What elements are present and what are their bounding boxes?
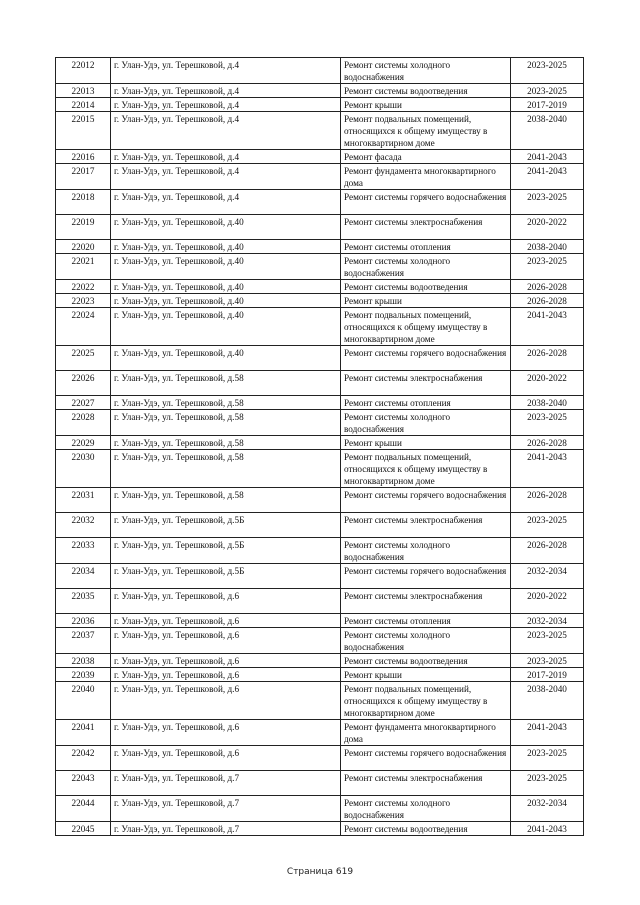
table-row: [56, 436, 584, 450]
table-row: [56, 628, 584, 654]
table-row: [56, 796, 584, 822]
work-type-cell: Ремонт системы водоотведения: [341, 822, 511, 836]
row-number-cell: 22024: [56, 308, 111, 346]
work-type-cell: Ремонт системы отопления: [341, 396, 511, 410]
work-type-cell: Ремонт системы холодного водоснабжения: [341, 254, 511, 280]
table-row: [56, 308, 584, 346]
work-type-cell: Ремонт системы электроснабжения: [341, 771, 511, 796]
row-number-cell: 22028: [56, 410, 111, 436]
table-row: [56, 668, 584, 682]
address-cell: г. Улан-Удэ, ул. Терешковой, д.4: [111, 150, 341, 164]
address-cell: г. Улан-Удэ, ул. Терешковой, д.4: [111, 58, 341, 84]
address-cell: г. Улан-Удэ, ул. Терешковой, д.40: [111, 254, 341, 280]
row-number-cell: 22012: [56, 58, 111, 84]
period-cell: 2026-2028: [511, 346, 584, 371]
work-type-cell: Ремонт фундамента многоквартирного дома: [341, 164, 511, 190]
work-type-cell: Ремонт системы холодного водоснабжения: [341, 538, 511, 564]
address-cell: г. Улан-Удэ, ул. Терешковой, д.6: [111, 720, 341, 746]
table-row: [56, 720, 584, 746]
work-type-cell: Ремонт системы холодного водоснабжения: [341, 796, 511, 822]
address-cell: г. Улан-Удэ, ул. Терешковой, д.40: [111, 308, 341, 346]
row-number-cell: 22015: [56, 112, 111, 150]
work-type-cell: Ремонт системы электроснабжения: [341, 215, 511, 240]
period-cell: 2023-2025: [511, 410, 584, 436]
address-cell: г. Улан-Удэ, ул. Терешковой, д.58: [111, 396, 341, 410]
period-cell: 2026-2028: [511, 294, 584, 308]
address-cell: г. Улан-Удэ, ул. Терешковой, д.58: [111, 450, 341, 488]
address-cell: г. Улан-Удэ, ул. Терешковой, д.58: [111, 436, 341, 450]
address-cell: г. Улан-Удэ, ул. Терешковой, д.58: [111, 488, 341, 513]
row-number-cell: 22037: [56, 628, 111, 654]
table-row: [56, 513, 584, 538]
period-cell: 2026-2028: [511, 280, 584, 294]
period-cell: 2023-2025: [511, 190, 584, 215]
period-cell: 2023-2025: [511, 513, 584, 538]
period-cell: 2041-2043: [511, 450, 584, 488]
table-row: [56, 538, 584, 564]
row-number-cell: 22031: [56, 488, 111, 513]
period-cell: 2038-2040: [511, 112, 584, 150]
row-number-cell: 22018: [56, 190, 111, 215]
period-cell: 2026-2028: [511, 436, 584, 450]
address-cell: г. Улан-Удэ, ул. Терешковой, д.5Б: [111, 513, 341, 538]
work-type-cell: Ремонт системы холодного водоснабжения: [341, 410, 511, 436]
work-type-cell: Ремонт системы электроснабжения: [341, 371, 511, 396]
row-number-cell: 22014: [56, 98, 111, 112]
address-cell: г. Улан-Удэ, ул. Терешковой, д.40: [111, 280, 341, 294]
period-cell: 2017-2019: [511, 668, 584, 682]
period-cell: 2038-2040: [511, 240, 584, 254]
row-number-cell: 22045: [56, 822, 111, 836]
work-type-cell: Ремонт системы горячего водоснабжения: [341, 488, 511, 513]
row-number-cell: 22016: [56, 150, 111, 164]
period-cell: 2023-2025: [511, 84, 584, 98]
table-row: [56, 215, 584, 240]
work-type-cell: Ремонт крыши: [341, 436, 511, 450]
row-number-cell: 22021: [56, 254, 111, 280]
row-number-cell: 22036: [56, 614, 111, 628]
table-row: [56, 410, 584, 436]
table-row: [56, 564, 584, 589]
period-cell: 2020-2022: [511, 371, 584, 396]
table-row: [56, 150, 584, 164]
period-cell: 2020-2022: [511, 589, 584, 614]
work-type-cell: Ремонт крыши: [341, 668, 511, 682]
row-number-cell: 22044: [56, 796, 111, 822]
period-cell: 2023-2025: [511, 771, 584, 796]
row-number-cell: 22041: [56, 720, 111, 746]
table-row: [56, 58, 584, 84]
table-row: [56, 746, 584, 771]
row-number-cell: 22043: [56, 771, 111, 796]
address-cell: г. Улан-Удэ, ул. Терешковой, д.6: [111, 746, 341, 771]
period-cell: 2041-2043: [511, 822, 584, 836]
address-cell: г. Улан-Удэ, ул. Терешковой, д.7: [111, 822, 341, 836]
row-number-cell: 22026: [56, 371, 111, 396]
address-cell: г. Улан-Удэ, ул. Терешковой, д.4: [111, 84, 341, 98]
row-number-cell: 22039: [56, 668, 111, 682]
work-type-cell: Ремонт системы отопления: [341, 614, 511, 628]
period-cell: 2032-2034: [511, 564, 584, 589]
table-row: [56, 346, 584, 371]
work-type-cell: Ремонт системы холодного водоснабжения: [341, 58, 511, 84]
address-cell: г. Улан-Удэ, ул. Терешковой, д.58: [111, 371, 341, 396]
address-cell: г. Улан-Удэ, ул. Терешковой, д.4: [111, 190, 341, 215]
row-number-cell: 22025: [56, 346, 111, 371]
row-number-cell: 22019: [56, 215, 111, 240]
row-number-cell: 22032: [56, 513, 111, 538]
work-type-cell: Ремонт подвальных помещений, относящихся к общему имуществу в многоквартирном доме: [341, 450, 511, 488]
address-cell: г. Улан-Удэ, ул. Терешковой, д.7: [111, 796, 341, 822]
period-cell: 2023-2025: [511, 746, 584, 771]
work-type-cell: Ремонт системы электроснабжения: [341, 513, 511, 538]
period-cell: 2032-2034: [511, 614, 584, 628]
row-number-cell: 22027: [56, 396, 111, 410]
work-type-cell: Ремонт подвальных помещений, относящихся к общему имуществу в многоквартирном доме: [341, 682, 511, 720]
address-cell: г. Улан-Удэ, ул. Терешковой, д.40: [111, 240, 341, 254]
address-cell: г. Улан-Удэ, ул. Терешковой, д.40: [111, 215, 341, 240]
work-type-cell: Ремонт крыши: [341, 98, 511, 112]
address-cell: г. Улан-Удэ, ул. Терешковой, д.6: [111, 682, 341, 720]
period-cell: 2041-2043: [511, 308, 584, 346]
table-row: [56, 240, 584, 254]
table-row: [56, 98, 584, 112]
row-number-cell: 22042: [56, 746, 111, 771]
work-type-cell: Ремонт системы холодного водоснабжения: [341, 628, 511, 654]
period-cell: 2023-2025: [511, 654, 584, 668]
table-row: [56, 190, 584, 215]
row-number-cell: 22017: [56, 164, 111, 190]
row-number-cell: 22035: [56, 589, 111, 614]
row-number-cell: 22013: [56, 84, 111, 98]
work-type-cell: Ремонт крыши: [341, 294, 511, 308]
period-cell: 2041-2043: [511, 164, 584, 190]
work-type-cell: Ремонт системы водоотведения: [341, 280, 511, 294]
address-cell: г. Улан-Удэ, ул. Терешковой, д.6: [111, 654, 341, 668]
address-cell: г. Улан-Удэ, ул. Терешковой, д.6: [111, 614, 341, 628]
table-row: [56, 614, 584, 628]
table-row: [56, 822, 584, 836]
table-row: [56, 682, 584, 720]
row-number-cell: 22040: [56, 682, 111, 720]
work-type-cell: Ремонт системы отопления: [341, 240, 511, 254]
address-cell: г. Улан-Удэ, ул. Терешковой, д.40: [111, 346, 341, 371]
row-number-cell: 22022: [56, 280, 111, 294]
table-row: [56, 164, 584, 190]
period-cell: 2041-2043: [511, 720, 584, 746]
row-number-cell: 22029: [56, 436, 111, 450]
table-row: [56, 654, 584, 668]
address-cell: г. Улан-Удэ, ул. Терешковой, д.6: [111, 628, 341, 654]
table-row: [56, 488, 584, 513]
address-cell: г. Улан-Удэ, ул. Терешковой, д.58: [111, 410, 341, 436]
period-cell: 2023-2025: [511, 58, 584, 84]
period-cell: 2026-2028: [511, 488, 584, 513]
table-row: [56, 294, 584, 308]
period-cell: 2020-2022: [511, 215, 584, 240]
table-body: [56, 58, 584, 836]
address-cell: г. Улан-Удэ, ул. Терешковой, д.6: [111, 589, 341, 614]
address-cell: г. Улан-Удэ, ул. Терешковой, д.4: [111, 112, 341, 150]
period-cell: 2026-2028: [511, 538, 584, 564]
address-cell: г. Улан-Удэ, ул. Терешковой, д.5Б: [111, 564, 341, 589]
table-row: [56, 450, 584, 488]
work-type-cell: Ремонт подвальных помещений, относящихся к общему имуществу в многоквартирном доме: [341, 112, 511, 150]
table-row: [56, 771, 584, 796]
table-row: [56, 589, 584, 614]
row-number-cell: 22033: [56, 538, 111, 564]
address-cell: г. Улан-Удэ, ул. Терешковой, д.7: [111, 771, 341, 796]
period-cell: 2017-2019: [511, 98, 584, 112]
row-number-cell: 22020: [56, 240, 111, 254]
table-row: [56, 396, 584, 410]
address-cell: г. Улан-Удэ, ул. Терешковой, д.5Б: [111, 538, 341, 564]
work-type-cell: Ремонт фасада: [341, 150, 511, 164]
work-type-cell: Ремонт подвальных помещений, относящихся к общему имуществу в многоквартирном доме: [341, 308, 511, 346]
table-row: [56, 112, 584, 150]
work-type-cell: Ремонт фундамента многоквартирного дома: [341, 720, 511, 746]
period-cell: 2023-2025: [511, 628, 584, 654]
work-type-cell: Ремонт системы горячего водоснабжения: [341, 346, 511, 371]
row-number-cell: 22034: [56, 564, 111, 589]
repair-schedule-table: [55, 57, 584, 836]
work-type-cell: Ремонт системы водоотведения: [341, 654, 511, 668]
row-number-cell: 22023: [56, 294, 111, 308]
row-number-cell: 22030: [56, 450, 111, 488]
period-cell: 2041-2043: [511, 150, 584, 164]
period-cell: 2038-2040: [511, 682, 584, 720]
row-number-cell: 22038: [56, 654, 111, 668]
work-type-cell: Ремонт системы электроснабжения: [341, 589, 511, 614]
work-type-cell: Ремонт системы водоотведения: [341, 84, 511, 98]
address-cell: г. Улан-Удэ, ул. Терешковой, д.4: [111, 98, 341, 112]
address-cell: г. Улан-Удэ, ул. Терешковой, д.6: [111, 668, 341, 682]
table-row: [56, 371, 584, 396]
work-type-cell: Ремонт системы горячего водоснабжения: [341, 564, 511, 589]
table-row: [56, 84, 584, 98]
table-row: [56, 254, 584, 280]
page-number: Страница 619: [286, 867, 354, 877]
work-type-cell: Ремонт системы горячего водоснабжения: [341, 190, 511, 215]
address-cell: г. Улан-Удэ, ул. Терешковой, д.40: [111, 294, 341, 308]
address-cell: г. Улан-Удэ, ул. Терешковой, д.4: [111, 164, 341, 190]
table-row: [56, 280, 584, 294]
period-cell: 2032-2034: [511, 796, 584, 822]
period-cell: 2038-2040: [511, 396, 584, 410]
period-cell: 2023-2025: [511, 254, 584, 280]
work-type-cell: Ремонт системы горячего водоснабжения: [341, 746, 511, 771]
